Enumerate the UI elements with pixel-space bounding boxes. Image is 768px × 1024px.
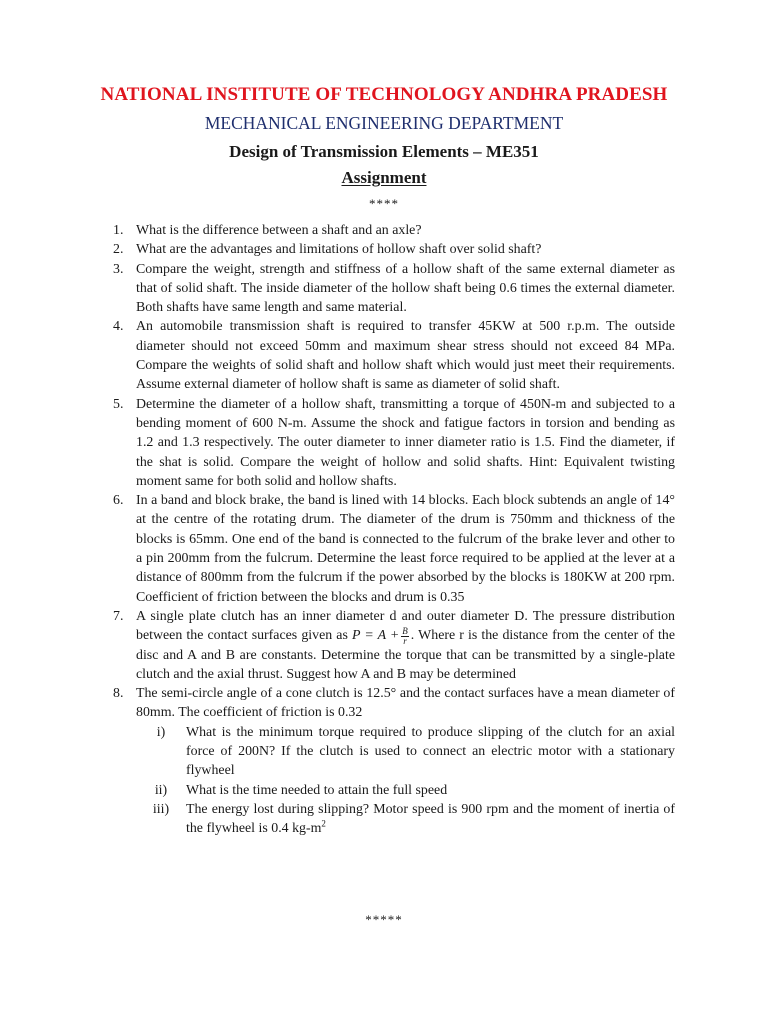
- question-number: 4.: [113, 319, 124, 335]
- sub-question-text: [186, 800, 675, 839]
- document-type-heading: [0, 168, 768, 188]
- sub-question-item: [136, 781, 675, 800]
- sub-question-text: What is the time needed to attain the full speed: [186, 782, 448, 798]
- question-number: 2.: [113, 242, 124, 258]
- sub-question-text-part: The energy lost during slipping? Motor speed is 900 rpm and the moment of inertia of the flywheel is 0.4 kg-m: [186, 801, 675, 837]
- sub-question-item: [136, 723, 675, 781]
- question-text: [136, 607, 675, 684]
- question-text: Determine the diameter of a hollow shaft, transmitting a torque of 450N-m and subjected to a bending moment of 600 N-m. Assume the shock and fatigue factors in torsion and bending as 1.2 and 1.3 respectively. The outer diameter to inner diameter ratio is 1.5. Find the diameter, if the shat is solid. Compare the weight of hollow and solid shafts. Hint: Equivalent twisting moment same for both solid and hollow shafts.: [136, 396, 675, 489]
- question-number: 1.: [113, 223, 124, 238]
- sub-question-text: What is the minimum torque required to produce slipping of the clutch for an axial force of 200N? If the clutch is used to connect an electric motor with a stationary flywheel: [186, 724, 675, 779]
- department-title: MECHANICAL ENGINEERING DEPARTMENT: [204, 113, 564, 133]
- question-item: [113, 260, 675, 318]
- question-list: [113, 221, 675, 839]
- fraction-numerator: B: [402, 625, 408, 636]
- question-text: Compare the weight, strength and stiffness of a hollow shaft of the same external diameter as that of solid shaft. The inside diameter of the hollow shaft being 0.6 times the external diameter. Both shafts have same length and same material.: [136, 261, 675, 316]
- superscript-exponent: 2: [321, 818, 326, 829]
- question-number: 5.: [113, 396, 124, 412]
- question-number: 8.: [113, 686, 124, 702]
- question-item: [113, 491, 675, 607]
- institute-title: NATIONAL INSTITUTE OF TECHNOLOGY ANDHRA PRADESH: [100, 84, 668, 105]
- question-item: [113, 607, 675, 684]
- pressure-formula: P = A +: [351, 628, 400, 644]
- fraction-denominator: r: [403, 635, 407, 646]
- question-text: What are the advantages and limitations of hollow shaft over solid shaft?: [136, 242, 542, 258]
- question-number: 6.: [113, 493, 124, 509]
- sub-question-number: iii): [152, 801, 170, 817]
- assignment-label: Assignment: [341, 168, 427, 187]
- question-text: In a band and block brake, the band is lined with 14 blocks. Each block subtends an angle of 14° at the centre of the rotating drum. The diameter of the drum is 750mm and thickness of the blocks is 65mm. One end of the band is connected to the fulcrum of the brake lever and other to a pin 200mm from the fulcrum. Determine the least force required to be applied at the lever at a distance of 800mm from the fulcrum if the power absorbed by the blocks is 180KW at 200 rpm. Coefficient of friction between the blocks and drum is 0.35: [136, 493, 675, 605]
- question-item: [113, 317, 675, 394]
- sub-question-item: [136, 800, 675, 839]
- question-text: An automobile transmission shaft is required to transfer 45KW at 500 r.p.m. The outside diameter should not exceed 50mm and maximum shear stress should not exceed 84 MPa. Compare the weights of solid shaft and hollow shaft which would just meet their requirements. Assume external diameter of hollow shaft is same as diameter of solid shaft.: [136, 319, 675, 393]
- question-number: 3.: [113, 261, 124, 277]
- question-text-part: A single plate clutch has an inner diameter d and outer diameter D. The pressure distribution between the contact surfaces given as: [136, 608, 675, 644]
- question-text: The semi-circle angle of a cone clutch is 12.5° and the contact surfaces have a mean diameter of 80mm. The coefficient of friction is 0.32: [136, 686, 675, 721]
- question-text-part: . Where r is the distance from the center of the disc and A and B are constants. Determine the torque that can be transmitted by a single-plate clutch and the axial thrust. Suggest how A and B may be determined: [136, 628, 675, 682]
- separator-top: ****: [369, 196, 399, 211]
- sub-question-number: ii): [154, 782, 168, 798]
- question-item: [113, 395, 675, 491]
- question-text: What is the difference between a shaft and an axle?: [136, 223, 422, 238]
- question-item: [113, 684, 675, 723]
- question-item: [113, 240, 675, 259]
- question-number: 7.: [113, 608, 124, 624]
- separator-bottom: *****: [365, 912, 403, 927]
- formula-fraction: [401, 627, 409, 646]
- course-title: Design of Transmission Elements – ME351: [229, 142, 539, 161]
- sub-question-number: i): [156, 724, 166, 740]
- question-item: [113, 221, 675, 240]
